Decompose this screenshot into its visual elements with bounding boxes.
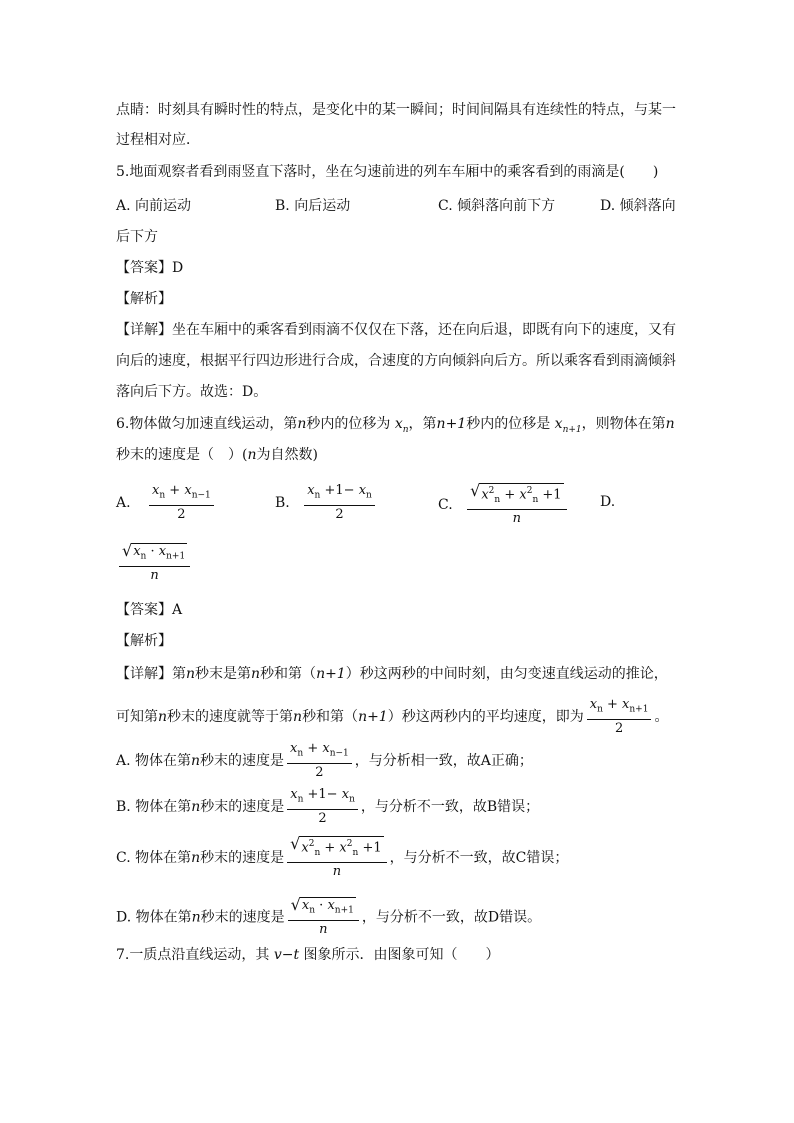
option-b: B. 向后运动 <box>275 198 351 214</box>
fraction: $\frac{x_n + x_{n+1}}{2}$ <box>587 697 652 737</box>
fraction: $\frac{x_n + x_{n-1}}{2}$ <box>287 741 352 781</box>
option-a: A. 向前运动 <box>116 198 192 214</box>
var-xn1: $x_{n+1}$ <box>554 416 582 435</box>
analysis-option-b: B. 物体在第n秒末的速度是 $\frac{x_n +1- x_n}{2}$ ，与分析不一致，故B错误； <box>116 787 540 826</box>
analysis-option-a: A. 物体在第n秒末的速度是 $\frac{x_n + x_{n-1}}{2}$ ，与分析相一致，故A正确； <box>116 741 533 780</box>
fraction: √ $x_n \cdot x_{n+1}$ n <box>288 897 359 938</box>
text: 秒末的速度是（ ）( <box>116 447 248 463</box>
text: ，则物体在第 <box>581 416 666 432</box>
option-c: C. √ $x^2_n + x^2_n +1$ n <box>438 483 570 527</box>
fraction: $\frac{x_n +1- x_n}{2}$ <box>304 483 375 523</box>
detail-text: 可知第n秒末的速度就等于第n秒和第（n+1）秒这两秒内的平均速度，即为 $\frac{x_n + x_{n+1}}{2}$ 。 <box>116 697 669 736</box>
question-6-cont <box>116 445 318 465</box>
text: 秒内的位移是 <box>466 416 551 432</box>
detail-text: 【详解】第n秒末是第n秒和第（n+1）秒这两秒的中间时刻，由匀变速直线运动的推论， <box>116 666 668 682</box>
option-d-formula <box>116 543 193 584</box>
option-d: D. 倾斜落向 <box>600 198 676 214</box>
fraction: √ $x_n \cdot x_{n+1}$ n <box>119 543 190 584</box>
analysis-heading: 【解析】 <box>116 633 172 649</box>
option-a: A. $\frac{x_n + x_{n-1}}{2}$ <box>116 483 217 523</box>
detail-text: 落向后下方。故选：D。 <box>116 384 268 400</box>
answer-5: 【答案】D <box>116 260 184 276</box>
detail-text: 【详解】坐在车厢中的乘客看到雨滴不仅仅在下落，还在向后退，即既有向下的速度，又有 <box>116 322 676 338</box>
analysis-heading: 【解析】 <box>116 291 172 307</box>
var-xn: $x_n$ <box>394 416 409 435</box>
option-b: B. $\frac{x_n +1- x_n}{2}$ <box>275 483 378 523</box>
option-d: D. <box>600 494 616 510</box>
question-7: 7.一质点沿直线运动，其 v−t 图象所示．由图象可知（ ） <box>116 947 500 963</box>
question-6 <box>116 414 675 440</box>
detail-text: 向后的速度，根据平行四边形进行合成，合速度的方向倾斜向后方。所以乘客看到雨滴倾斜 <box>116 353 676 369</box>
text: 为自然数) <box>256 447 318 463</box>
analysis-option-c: C. 物体在第n秒末的速度是 √ $x^2_n + x^2_n +1$ n ，与分析不一致，故C错误； <box>116 834 569 879</box>
var-n: n <box>297 416 307 432</box>
analysis-option-d: D. 物体在第n秒末的速度是 √ $x_n \cdot x_{n+1}$ n ，与分析不一致，故D错误。 <box>116 895 542 937</box>
text: 6.物体做匀加速直线运动，第 <box>116 416 298 432</box>
fraction: $\frac{x_n + x_{n-1}}{2}$ <box>149 483 214 523</box>
fraction: $\frac{x_n +1- x_n}{2}$ <box>287 787 358 827</box>
question-5: 5.地面观察者看到雨竖直下落时，坐在匀速前进的列车车厢中的乘客看到的雨滴是( ) <box>116 164 659 180</box>
fraction: √ $x^2_n + x^2_n +1$ n <box>467 483 566 527</box>
var-n1: n+1 <box>436 416 467 432</box>
text: 秒内的位移为 <box>306 416 391 432</box>
answer-6: 【答案】A <box>116 602 183 618</box>
text-line: 点睛：时刻具有瞬时性的特点，是变化中的某一瞬间；时间间隔具有连续性的特点，与某一 <box>116 102 676 118</box>
var-n: n <box>665 416 675 432</box>
text-line: 过程相对应． <box>116 132 200 148</box>
fraction: √ $x^2_n + x^2_n +1$ n <box>287 836 386 880</box>
option-c: C. 倾斜落向前下方 <box>438 198 556 214</box>
var-n: n <box>247 447 257 463</box>
option-d-cont: 后下方 <box>116 229 158 245</box>
text: ，第 <box>408 416 437 432</box>
